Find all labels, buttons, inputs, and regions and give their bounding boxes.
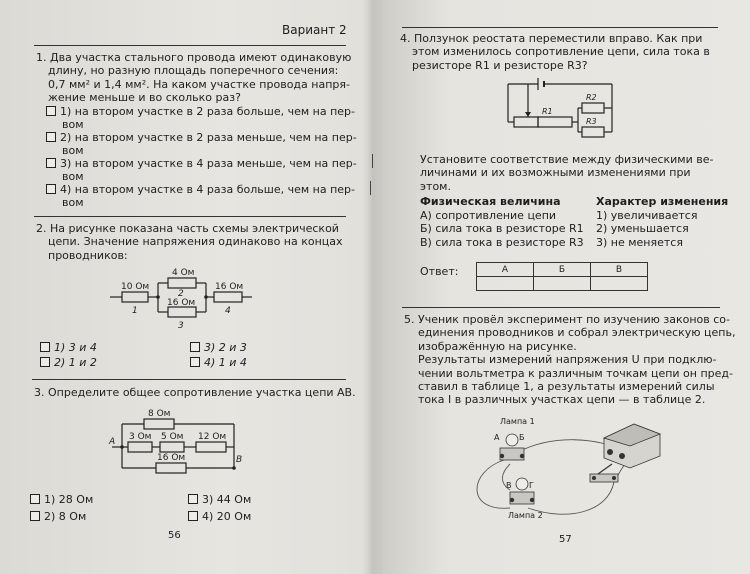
- checkbox[interactable]: [190, 342, 200, 352]
- option-label: 2) на втором участке в 2 раза меньше, чем на пер-: [60, 131, 357, 144]
- junction-dot: [232, 466, 236, 470]
- resistor-r2: [160, 442, 184, 452]
- checkbox[interactable]: [46, 184, 56, 194]
- margin-mark: [370, 181, 371, 195]
- checkbox[interactable]: [190, 357, 200, 367]
- option-label: 3) 44 Ом: [202, 493, 252, 506]
- switch: [590, 464, 618, 482]
- wire: [518, 440, 606, 452]
- q3-r2-value: 5 Ом: [161, 432, 184, 442]
- checkbox[interactable]: [30, 494, 40, 504]
- q3-option-2[interactable]: [30, 510, 86, 523]
- q3-top-value: 8 Ом: [148, 409, 171, 419]
- q1-line: длину, но разную площадь поперечного сечения:: [48, 64, 339, 78]
- q4-change-header: Характер изменения: [596, 195, 729, 208]
- option-label: 2) 8 Ом: [44, 510, 87, 523]
- q4-r2-label: R2: [586, 93, 597, 102]
- q4-quantity-header: Физическая величина: [420, 195, 561, 208]
- point-g-label: Г: [529, 481, 534, 490]
- checkbox[interactable]: [188, 494, 198, 504]
- divider-q5: [402, 307, 720, 308]
- q4-answer-label: Ответ:: [420, 265, 459, 278]
- left-page: [0, 0, 368, 574]
- checkbox[interactable]: [188, 511, 198, 521]
- q2-option-2[interactable]: [40, 356, 97, 369]
- option-label-cont: вом: [62, 118, 84, 132]
- q2-option-1[interactable]: [40, 341, 97, 354]
- option-label-cont: вом: [62, 144, 84, 158]
- q2-r4-value: 16 Ом: [215, 282, 244, 292]
- checkbox[interactable]: [46, 132, 56, 142]
- q4-quantity: А) сопротивление цепи: [420, 209, 557, 222]
- q4-instructions: [420, 153, 740, 193]
- resistor-r2: [582, 103, 604, 113]
- q4-r1-label: R1: [542, 107, 553, 116]
- q3-point-b: B: [236, 455, 243, 465]
- bulb-icon: [506, 434, 518, 446]
- q4-answer-table: [476, 262, 648, 291]
- q4-quantities: [420, 209, 584, 249]
- option-label: 1) на втором участке в 2 раза больше, чем на пер-: [60, 105, 355, 118]
- resistor-2: [168, 278, 196, 288]
- variant-label: Вариант 2: [282, 23, 347, 37]
- resistor-4: [214, 292, 242, 302]
- question-5-text: [404, 313, 746, 407]
- q3-bottom-value: 16 Ом: [157, 453, 186, 463]
- q2-r2-value: 4 Ом: [172, 268, 195, 278]
- q4-change: 1) увеличивается: [596, 209, 698, 222]
- option-label: 1) 3 и 4: [54, 341, 97, 354]
- q1-option-1[interactable]: [46, 105, 355, 132]
- q3-circuit-diagram: [0, 404, 368, 480]
- page-number-left: 56: [168, 530, 181, 541]
- resistor-r3: [582, 127, 604, 137]
- right-page: [378, 0, 750, 574]
- answer-header-a: А: [477, 263, 534, 277]
- q1-line: 1. Два участка стального провода имеют одинаковую: [36, 51, 352, 64]
- option-label: 3) на втором участке в 4 раза меньше, чем на пер-: [60, 157, 357, 170]
- resistor-1: [122, 292, 148, 302]
- option-label-cont: вом: [62, 170, 84, 184]
- junction-dot: [120, 445, 124, 449]
- q5-line: Результаты измерений напряжения U при подклю-: [418, 353, 717, 367]
- checkbox[interactable]: [40, 357, 50, 367]
- q4-circuit-diagram: [378, 70, 750, 144]
- q5-line: изображённую на рисунке.: [418, 339, 577, 353]
- q2-line: 2. На рисунке показана часть схемы электрической: [36, 222, 339, 235]
- junction-dot: [204, 295, 208, 299]
- resistor-3: [168, 307, 196, 317]
- power-supply: [604, 424, 660, 468]
- question-4-text: [400, 32, 740, 72]
- q2-r1-value: 10 Ом: [121, 282, 150, 292]
- point-b-label: Б: [519, 433, 525, 442]
- q4-r3-label: R3: [586, 117, 597, 126]
- checkbox[interactable]: [40, 342, 50, 352]
- wire: [528, 482, 614, 514]
- answer-header-v: В: [591, 263, 648, 277]
- question-1-text: [36, 51, 356, 105]
- q5-experiment-figure: [378, 412, 750, 530]
- q3-r1-value: 3 Ом: [129, 432, 152, 442]
- q1-option-4[interactable]: [46, 183, 355, 210]
- q5-line: 5. Ученик провёл эксперимент по изучению законов со-: [404, 313, 731, 326]
- q2-circuit-diagram: [0, 262, 368, 342]
- point-a-label: А: [494, 433, 500, 442]
- q4-line: 4. Ползунок реостата переместили вправо. Как при: [400, 32, 703, 45]
- option-label: 1) 28 Ом: [44, 493, 94, 506]
- answer-header-b: Б: [534, 263, 591, 277]
- q4-change: 2) уменьшается: [596, 222, 689, 236]
- q3-point-a: A: [109, 437, 116, 447]
- q5-line: чении вольтметра к различным точкам цепи он пред-: [418, 366, 733, 380]
- q3-option-3[interactable]: [188, 493, 251, 506]
- q4-instr-line: Установите соответствие между физическими ве-: [420, 153, 714, 166]
- resistor-r1: [128, 442, 152, 452]
- q2-line: проводников:: [48, 248, 128, 262]
- margin-mark: [372, 154, 373, 168]
- q4-line: этом изменилось сопротивление цепи, сила тока в: [412, 45, 710, 59]
- q3-option-1[interactable]: [30, 493, 93, 506]
- checkbox[interactable]: [46, 106, 56, 116]
- q2-r2-number: 2: [178, 289, 184, 299]
- q3-r3-value: 12 Ом: [198, 432, 227, 442]
- option-label: 4) на втором участке в 4 раза больше, чем на пер-: [60, 183, 355, 196]
- question-2-text: [36, 222, 356, 262]
- question-3-text: 3. Определите общее сопротивление участка цепи AB.: [34, 386, 356, 399]
- resistor-bottom: [156, 463, 186, 473]
- q2-r3-value: 16 Ом: [167, 298, 196, 308]
- answer-cell-v[interactable]: [591, 277, 648, 291]
- q4-line: резисторе R1 и резисторе R3?: [412, 58, 588, 72]
- answer-cell-b[interactable]: [534, 277, 591, 291]
- q2-r4-number: 4: [225, 306, 231, 316]
- point-v-label: В: [506, 481, 512, 490]
- q2-option-4[interactable]: [190, 356, 247, 369]
- option-label: 4) 1 и 4: [204, 356, 247, 369]
- resistor-r3: [196, 442, 226, 452]
- checkbox[interactable]: [30, 511, 40, 521]
- option-label: 2) 1 и 2: [54, 356, 97, 369]
- q1-line: жение меньше и во сколько раз?: [48, 91, 241, 105]
- option-label: 3) 2 и 3: [204, 341, 247, 354]
- lamp-2-label: Лампа 2: [508, 511, 543, 520]
- q1-line: 0,7 мм² и 1,4 мм². На каком участке провода напря-: [48, 77, 350, 91]
- divider-q4: [402, 27, 718, 28]
- q4-quantity: В) сила тока в резисторе R3: [420, 235, 584, 249]
- q4-instr-line: этом.: [420, 179, 451, 193]
- q1-option-3[interactable]: [46, 157, 357, 184]
- junction-dot: [156, 295, 160, 299]
- q4-change: 3) не меняется: [596, 235, 683, 249]
- q5-line: ставил в таблице 1, а результаты измерений силы: [418, 380, 715, 394]
- q2-r1-number: 1: [132, 306, 138, 316]
- q2-r3-number: 3: [178, 321, 184, 331]
- q1-option-2[interactable]: [46, 131, 357, 158]
- rheostat-left-part: [514, 117, 538, 127]
- q2-line: цепи. Значение напряжения одинаково на концах: [48, 235, 343, 249]
- q5-line: тока I в различных участках цепи — в таблице 2.: [418, 393, 706, 407]
- option-label-cont: вом: [62, 196, 84, 210]
- q4-changes: [596, 209, 697, 249]
- lamp-1-label: Лампа 1: [500, 417, 535, 426]
- divider-q2: [34, 216, 346, 217]
- q4-instr-line: личинами и их возможными изменениями при: [420, 166, 691, 180]
- bulb-icon: [516, 478, 528, 490]
- checkbox[interactable]: [46, 158, 56, 168]
- q5-line: единения проводников и собрал электрическую цепь,: [418, 326, 736, 340]
- option-label: 4) 20 Ом: [202, 510, 252, 523]
- answer-cell-a[interactable]: [477, 277, 534, 291]
- divider-q1: [34, 45, 346, 46]
- slider-arrowhead: [525, 112, 531, 117]
- resistor-r1: [538, 117, 572, 127]
- resistor-top: [144, 419, 174, 429]
- q2-option-3[interactable]: [190, 341, 247, 354]
- divider-q3: [32, 379, 346, 380]
- page-number-right: 57: [559, 534, 572, 545]
- q3-option-4[interactable]: [188, 510, 251, 523]
- q4-quantity: Б) сила тока в резисторе R1: [420, 222, 584, 236]
